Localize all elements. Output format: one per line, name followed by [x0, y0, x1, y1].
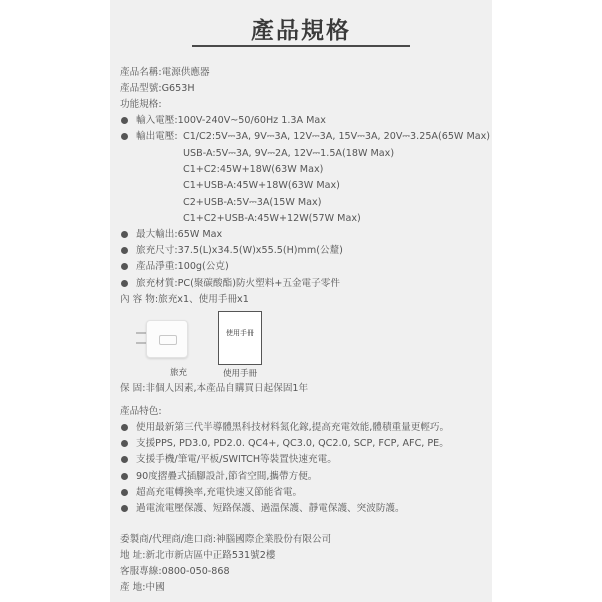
charger-prong [136, 342, 146, 344]
output-c1usba: C1+USB-A:45W+18W(63W Max) [183, 180, 340, 191]
features-heading: 產品特色: [120, 406, 162, 417]
features-spec-heading: 功能規格: [120, 99, 162, 110]
bullet-icon [121, 456, 128, 463]
bullet-icon [121, 263, 128, 270]
bullet-icon [121, 505, 128, 512]
manual-image [218, 311, 262, 365]
bullet-icon [121, 473, 128, 480]
company-address: 地 址:新北市新店區中正路531號2樓 [120, 550, 276, 561]
output-voltage-label: 輸出電壓: [136, 131, 178, 142]
bullet-icon [121, 280, 128, 287]
feature-item: 支援手機/筆電/平板/SWITCH等裝置快速充電。 [136, 454, 337, 465]
charger-logo-icon [159, 335, 177, 345]
manual-cover-label: 使用手冊 [226, 329, 254, 337]
country-of-origin: 產 地:中國 [120, 582, 165, 593]
feature-item: 超高充電轉換率,充電快速又節能省電。 [136, 487, 303, 498]
charger-image [146, 320, 188, 358]
warranty: 保 固:非個人因素,本產品自購買日起保固1年 [120, 383, 309, 394]
output-usba: USB-A:5V⎓3A, 9V⎓2A, 12V⎓1.5A(18W Max) [183, 148, 395, 159]
output-c1c2: C1/C2:5V⎓3A, 9V⎓3A, 12V⎓3A, 15V⎓3A, 20V⎓3.25A(65W Max) [183, 131, 491, 142]
company-agent: 委製商/代理商/進口商:神腦國際企業股份有限公司 [120, 534, 332, 545]
service-hotline: 客服專線:0800-050-868 [120, 566, 230, 577]
page-title: 產品規格 [251, 18, 351, 44]
product-model: 產品型號:G653H [120, 83, 195, 94]
bullet-icon [121, 117, 128, 124]
net-weight: 產品淨重:100g(公克) [136, 261, 229, 272]
bullet-icon [121, 489, 128, 496]
title-underline [192, 45, 410, 47]
bullet-icon [121, 440, 128, 447]
manual-caption: 使用手冊 [223, 369, 258, 379]
feature-item: 過電流電壓保護、短路保護、過溫保護、靜電保護、突波防護。 [136, 503, 405, 514]
output-c1c2-combo: C1+C2:45W+18W(63W Max) [183, 164, 324, 175]
max-output: 最大輸出:65W Max [136, 229, 223, 240]
charger-material: 旅充材質:PC(聚碳酸酯)防火塑料+五金電子零件 [136, 278, 340, 289]
package-contents: 內 容 物:旅充x1、使用手冊x1 [120, 294, 249, 305]
feature-item: 90度摺疊式插腳設計,節省空間,攜帶方便。 [136, 471, 318, 482]
bullet-icon [121, 247, 128, 254]
output-c2usba: C2+USB-A:5V⎓3A(15W Max) [183, 197, 322, 208]
output-c1c2usba: C1+C2+USB-A:45W+12W(57W Max) [183, 213, 361, 224]
charger-caption: 旅充 [170, 368, 188, 378]
charger-prong [136, 332, 146, 334]
bullet-icon [121, 424, 128, 431]
product-name: 產品名稱:電源供應器 [120, 67, 210, 78]
feature-item: 支援PPS, PD3.0, PD2.0. QC4+, QC3.0, QC2.0, SCP, FCP, AFC, PE。 [136, 438, 449, 449]
bullet-icon [121, 133, 128, 140]
input-voltage: 輸入電壓:100V-240V~50/60Hz 1.3A Max [136, 115, 326, 126]
bullet-icon [121, 231, 128, 238]
feature-item: 使用最新第三代半導體黑科技材料氮化鎵,提高充電效能,體積重量更輕巧。 [136, 422, 450, 433]
spec-panel [110, 0, 492, 602]
charger-size: 旅充尺寸:37.5(L)x34.5(W)x55.5(H)mm(公釐) [136, 245, 343, 256]
